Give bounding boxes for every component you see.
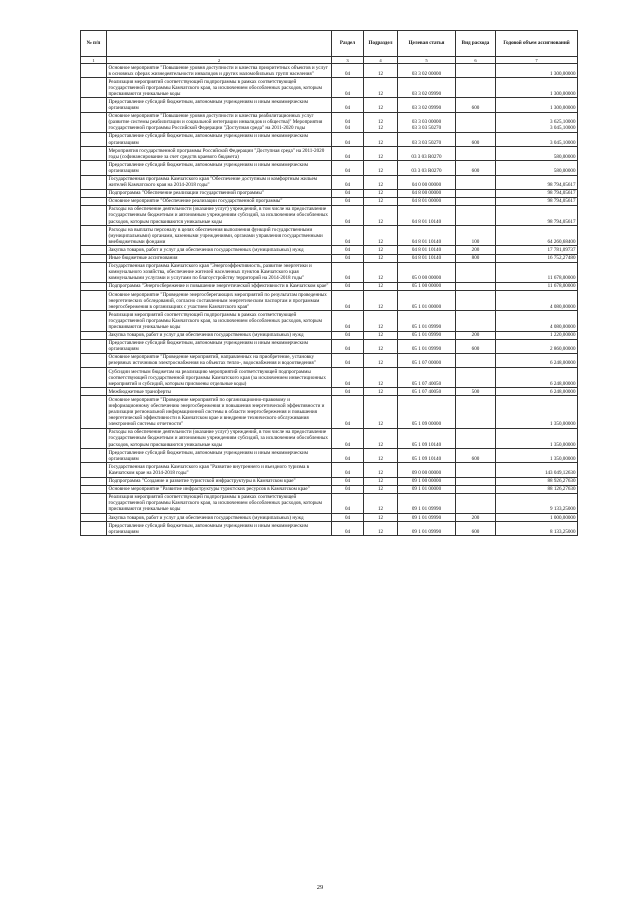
row-razdel: 04	[332, 246, 364, 254]
table-row	[81, 311, 578, 331]
row-sum: 64 260,68400	[496, 226, 578, 246]
row-sum: 17 781,09737	[496, 246, 578, 254]
table-row	[81, 262, 578, 282]
row-name: Подпрограмма "Энергосбережение и повышение энергетической эффективности в Камчатском крае"	[107, 282, 332, 290]
row-razdel: 04	[332, 428, 364, 448]
row-sum: 98 794,05617	[496, 197, 578, 205]
row-vr: 600	[456, 98, 496, 112]
row-podrazdel: 12	[364, 226, 398, 246]
row-name: Реализация мероприятий соответствующей подпрограммы в рамках соответствующей государственной программы Камчатского края, за исключением обособленных расходов, которым присваиваются уникальные коды	[107, 311, 332, 331]
header-name	[107, 31, 332, 57]
table-row	[81, 331, 578, 339]
table-row	[81, 477, 578, 485]
row-podrazdel: 12	[364, 522, 398, 536]
table-row	[81, 189, 578, 197]
table-row	[81, 226, 578, 246]
table-row	[81, 396, 578, 428]
row-vr: 600	[456, 339, 496, 353]
row-razdel: 04	[332, 197, 364, 205]
row-razdel: 04	[332, 262, 364, 282]
header-vr: Вид расхода	[456, 31, 496, 57]
col-index: 4	[364, 57, 398, 64]
row-vr: 800	[456, 254, 496, 262]
row-number	[81, 428, 107, 448]
row-razdel: 04	[332, 485, 364, 493]
row-name: Реализация мероприятий соответствующей подпрограммы в рамках соответствующей государственной программы Камчатского края, за исключением обособленных расходов, которым присваиваются уникальные коды	[107, 493, 332, 513]
row-name: Государственная программа Камчатского края "Развитие внутреннего и въездного туризма в Камчатском крае на 2014-2018 годы"	[107, 463, 332, 477]
row-name: Основное мероприятие "Развитие инфраструктуры туристских ресурсов в Камчатском крае"	[107, 485, 332, 493]
table-row	[81, 353, 578, 367]
row-csr: 05 1 01 09990	[398, 331, 456, 339]
row-podrazdel: 12	[364, 514, 398, 522]
row-csr: 05 1 07 40050	[398, 388, 456, 396]
row-vr	[456, 477, 496, 485]
row-csr: 05 1 09 10140	[398, 449, 456, 463]
row-name: Расходы на обеспечение деятельности (оказание услуг) учреждений, в том числе на предоставление государственным бюджетным и автономным учреждениям субсидий, за исключением обособленных расходов, которым присваиваются уникальные коды	[107, 428, 332, 448]
row-vr: 600	[456, 522, 496, 536]
row-podrazdel: 12	[364, 291, 398, 311]
row-sum: 1 000,00000	[496, 514, 578, 522]
row-razdel: 04	[332, 388, 364, 396]
row-csr: 04 8 00 00000	[398, 189, 456, 197]
row-number	[81, 112, 107, 132]
row-name: Закупка товаров, работ и услуг для обеспечения государственных (муниципальных) нужд	[107, 246, 332, 254]
row-name: Предоставление субсидий бюджетным, автономным учреждениям и иным некоммерческим организациям	[107, 339, 332, 353]
row-razdel: 04	[332, 463, 364, 477]
row-razdel: 04	[332, 449, 364, 463]
row-csr: 03 3 03 R0270	[398, 147, 456, 161]
row-csr: 04 8 01 10140	[398, 254, 456, 262]
row-podrazdel: 12	[364, 353, 398, 367]
table-row	[81, 147, 578, 161]
table-row	[81, 98, 578, 112]
row-name: Предоставление субсидий бюджетным, автономным учреждениям и иным некоммерческим организациям	[107, 161, 332, 175]
table-row	[81, 368, 578, 388]
row-name: Предоставление субсидий бюджетным, автономным учреждениям и иным некоммерческим организациям	[107, 449, 332, 463]
row-sum: 11 678,00000	[496, 282, 578, 290]
row-sum: 88 926,27630	[496, 477, 578, 485]
row-razdel: 04	[332, 477, 364, 485]
row-podrazdel: 12	[364, 78, 398, 98]
row-razdel: 04	[332, 282, 364, 290]
row-vr	[456, 197, 496, 205]
table-row	[81, 175, 578, 189]
row-sum: 16 752,27480	[496, 254, 578, 262]
row-vr	[456, 353, 496, 367]
row-razdel: 04	[332, 226, 364, 246]
row-csr: 03 3 03 R0270	[398, 161, 456, 175]
row-number	[81, 339, 107, 353]
row-sum: 1 350,00000	[496, 428, 578, 448]
row-sum: 8 133,25000	[496, 522, 578, 536]
header-razdel: Раздел	[332, 31, 364, 57]
row-name: Основное мероприятие "Проведение мероприятий, направленных на приобретение, установку резервных источников электроснабжения на объектах тепло-, водоснабжения и водоотведения"	[107, 353, 332, 367]
row-number	[81, 493, 107, 513]
row-podrazdel: 12	[364, 246, 398, 254]
header-num: № п/п	[81, 31, 107, 57]
row-razdel: 04	[332, 368, 364, 388]
row-razdel: 04	[332, 339, 364, 353]
table-row	[81, 339, 578, 353]
row-razdel: 04	[332, 161, 364, 175]
row-vr: 500	[456, 388, 496, 396]
header-sum: Годовой объем ассигнований	[496, 31, 578, 57]
row-podrazdel: 12	[364, 311, 398, 331]
row-sum: 6 248,00000	[496, 353, 578, 367]
budget-table-sheet	[80, 30, 577, 536]
row-number	[81, 189, 107, 197]
row-podrazdel: 12	[364, 161, 398, 175]
row-razdel: 04	[332, 189, 364, 197]
row-number	[81, 522, 107, 536]
column-numbering-row	[81, 57, 578, 64]
row-vr: 200	[456, 246, 496, 254]
col-index: 2	[107, 57, 332, 64]
row-podrazdel: 12	[364, 197, 398, 205]
row-number	[81, 175, 107, 189]
table-row	[81, 388, 578, 396]
row-csr: 04 8 01 10140	[398, 246, 456, 254]
row-csr: 09 1 01 00000	[398, 485, 456, 493]
row-number	[81, 64, 107, 78]
table-row	[81, 485, 578, 493]
row-number	[81, 368, 107, 388]
row-razdel: 04	[332, 175, 364, 189]
row-sum: 1 350,00000	[496, 449, 578, 463]
row-vr	[456, 64, 496, 78]
row-number	[81, 485, 107, 493]
table-row	[81, 64, 578, 78]
row-sum: 1 300,00000	[496, 64, 578, 78]
row-podrazdel: 12 12	[364, 112, 398, 132]
row-number	[81, 205, 107, 225]
row-sum: 98 794,05617	[496, 175, 578, 189]
row-razdel: 04	[332, 147, 364, 161]
row-name: Основное мероприятие "Повышение уровня доступности и качества приоритетных объектов и услуг в основных сферах жизнедеятельности инвалидов и других маломобильных групп населения"	[107, 64, 332, 78]
row-name: Предоставление субсидий бюджетным, автономным учреждениям и иным некоммерческим организациям	[107, 132, 332, 146]
row-number	[81, 262, 107, 282]
row-podrazdel: 12	[364, 175, 398, 189]
row-vr	[456, 205, 496, 225]
row-csr: 04 8 01 10140	[398, 205, 456, 225]
row-csr: 05 1 07 40050	[398, 368, 456, 388]
budget-table	[80, 30, 578, 536]
row-name: Основное мероприятие "Повышение уровня доступности и качества реабилитационных услуг (развитие системы реабилитации и социальной интеграции инвалидов и общества)" Мероприятия государственной программы Российской Федерации "Доступная среда" на 2011-2020 годы	[107, 112, 332, 132]
row-sum: 1 300,00000	[496, 98, 578, 112]
row-name: Основное мероприятие "Проведение мероприятий по организационно-правовому и информационному обеспечению энергосбережения и повышения энергетической эффективности и реализации региональной информационной системы в области энергосбережения и повышения энергетической эффективности в Камчатском крае и внедрение технического обслуживания электронной системы отчетности"	[107, 396, 332, 428]
row-csr: 05 1 09 10140	[398, 428, 456, 448]
row-name: Предоставление субсидий бюджетным, автономным учреждениям и иным некоммерческим организациям	[107, 98, 332, 112]
row-csr: 05 0 00 00000	[398, 262, 456, 282]
table-row	[81, 78, 578, 98]
row-vr	[456, 78, 496, 98]
row-podrazdel: 12	[364, 477, 398, 485]
row-sum: 1 220,00000	[496, 331, 578, 339]
row-vr: 600	[456, 161, 496, 175]
table-row	[81, 197, 578, 205]
row-name: Реализация мероприятий соответствующей подпрограммы в рамках соответствующей государственной программы Камчатского края, за исключением обособленных расходов, которым присваиваются уникальные коды	[107, 78, 332, 98]
row-number	[81, 197, 107, 205]
row-name: Субсидии местным бюджетам на реализацию мероприятий соответствующей подпрограммы соответствующей государственной программы Камчатского края (за исключением инвестиционных мероприятий и субсидий, которым присвоены отдельные коды)	[107, 368, 332, 388]
row-podrazdel: 12	[364, 189, 398, 197]
row-razdel: 04	[332, 522, 364, 536]
row-csr: 09 1 01 09990	[398, 522, 456, 536]
table-row	[81, 132, 578, 146]
row-vr	[456, 493, 496, 513]
row-number	[81, 311, 107, 331]
row-sum: 1 350,00000	[496, 396, 578, 428]
table-row	[81, 522, 578, 536]
row-razdel: 04	[332, 331, 364, 339]
row-csr: 03 3 02 09990	[398, 78, 456, 98]
row-vr	[456, 282, 496, 290]
row-csr: 04 8 01 00000	[398, 197, 456, 205]
row-csr: 03 3 03 00000 03 3 03 50270	[398, 112, 456, 132]
row-sum: 4 080,00000	[496, 311, 578, 331]
row-razdel: 04	[332, 78, 364, 98]
row-podrazdel: 12	[364, 262, 398, 282]
row-name: Подпрограмма "Создание и развитие туристской инфраструктуры в Камчатском крае"	[107, 477, 332, 485]
row-podrazdel: 12	[364, 254, 398, 262]
table-row	[81, 246, 578, 254]
row-csr: 09 1 01 09990	[398, 493, 456, 513]
table-row	[81, 282, 578, 290]
row-razdel: 04	[332, 64, 364, 78]
table-row	[81, 161, 578, 175]
table-row	[81, 291, 578, 311]
row-vr: 200	[456, 331, 496, 339]
row-csr: 09 1 01 09990	[398, 514, 456, 522]
row-podrazdel: 12	[364, 388, 398, 396]
row-name: Закупка товаров, работ и услуг для обеспечения государственных (муниципальных) нужд	[107, 331, 332, 339]
row-sum: 6 248,00000	[496, 388, 578, 396]
row-podrazdel: 12	[364, 339, 398, 353]
row-number	[81, 226, 107, 246]
row-vr	[456, 175, 496, 189]
row-sum: 98 794,05617	[496, 205, 578, 225]
row-name: Основное мероприятие "Проведение энергосберегающих мероприятий по результатам проведенных энергетических обследований, согласно составленным энергетическим паспортам и программам энергосбережения в организациях с участием Камчатского края"	[107, 291, 332, 311]
row-number	[81, 78, 107, 98]
row-csr: 03 3 03 50270	[398, 132, 456, 146]
row-name: Мероприятия государственной программы Российской Федерации "Доступная среда" на 2011-2020 годы (софинансирование за счет средств краевого бюджета)	[107, 147, 332, 161]
row-csr: 09 0 00 00000	[398, 463, 456, 477]
row-podrazdel: 12	[364, 463, 398, 477]
header-podrazdel: Подраздел	[364, 31, 398, 57]
row-podrazdel: 12	[364, 493, 398, 513]
row-name: Основное мероприятие "Обеспечение реализации государственной программы"	[107, 197, 332, 205]
row-csr: 05 1 00 00000	[398, 282, 456, 290]
row-razdel: 04	[332, 514, 364, 522]
row-name: Подпрограмма "Обеспечение реализации государственной программы"	[107, 189, 332, 197]
row-sum: 1 300,00000	[496, 78, 578, 98]
row-razdel: 04 04	[332, 112, 364, 132]
row-razdel: 04	[332, 353, 364, 367]
row-vr: 100	[456, 226, 496, 246]
row-name: Расходы на выплаты персоналу в целях обеспечения выполнения функций государственными (муниципальными) органами, казенными учреждениями, органами управления государственными внебюджетными фондами	[107, 226, 332, 246]
row-csr: 05 1 01 09990	[398, 339, 456, 353]
row-sum: 2 860,00000	[496, 339, 578, 353]
row-podrazdel: 12	[364, 147, 398, 161]
table-row	[81, 428, 578, 448]
row-sum: 9 133,25000	[496, 493, 578, 513]
table-row	[81, 254, 578, 262]
row-vr	[456, 112, 496, 132]
col-index: 5	[398, 57, 456, 64]
row-sum: 3 625,10000 3 045,10000	[496, 112, 578, 132]
row-sum: 4 080,00000	[496, 291, 578, 311]
row-number	[81, 254, 107, 262]
table-row	[81, 449, 578, 463]
row-csr: 05 1 09 00000	[398, 396, 456, 428]
row-name: Иные бюджетные ассигнования	[107, 254, 332, 262]
col-index: 3	[332, 57, 364, 64]
row-vr	[456, 189, 496, 197]
page-number: 29	[316, 884, 324, 891]
table-row	[81, 493, 578, 513]
row-podrazdel: 12	[364, 282, 398, 290]
row-sum: 88 126,27630	[496, 485, 578, 493]
row-csr: 05 1 01 00000	[398, 291, 456, 311]
row-podrazdel: 12	[364, 396, 398, 428]
row-sum: 3 045,10000	[496, 132, 578, 146]
row-number	[81, 396, 107, 428]
row-name: Предоставление субсидий бюджетным, автономным учреждениям и иным некоммерческим организациям	[107, 522, 332, 536]
row-number	[81, 331, 107, 339]
row-csr: 03 3 02 00000	[398, 64, 456, 78]
row-sum: 580,00000	[496, 161, 578, 175]
row-number	[81, 291, 107, 311]
row-sum: 6 248,00000	[496, 368, 578, 388]
row-vr	[456, 463, 496, 477]
row-csr: 03 3 02 09990	[398, 98, 456, 112]
row-name: Расходы на обеспечение деятельности (оказание услуг) учреждений, в том числе на предоставление государственным бюджетным и автономным учреждениям субсидий, за исключением обособленных расходов, которым присваиваются уникальные коды	[107, 205, 332, 225]
row-name: Государственная программа Камчатского края "Обеспечение доступным и комфортным жильем жителей Камчатского края на 2014-2018 годы"	[107, 175, 332, 189]
row-csr: 05 1 07 00000	[398, 353, 456, 367]
row-razdel: 04	[332, 493, 364, 513]
row-number	[81, 132, 107, 146]
row-razdel: 04	[332, 254, 364, 262]
row-podrazdel: 12	[364, 428, 398, 448]
row-vr	[456, 311, 496, 331]
row-sum: 98 794,05617	[496, 189, 578, 197]
row-razdel: 04	[332, 205, 364, 225]
row-number	[81, 246, 107, 254]
row-number	[81, 147, 107, 161]
row-name: Государственная программа Камчатского края "Энергоэффективность, развитие энергетики и коммунального хозяйства, обеспечение жителей населенных пунктов Камчатского края коммунальными услугами и услугами по благоустройству территорий на 2014-2018 годы"	[107, 262, 332, 282]
col-index: 1	[81, 57, 107, 64]
row-number	[81, 463, 107, 477]
row-vr	[456, 368, 496, 388]
row-number	[81, 514, 107, 522]
row-podrazdel: 12	[364, 98, 398, 112]
row-number	[81, 477, 107, 485]
table-body	[81, 64, 578, 536]
row-number	[81, 353, 107, 367]
row-sum: 580,00000	[496, 147, 578, 161]
row-number	[81, 161, 107, 175]
row-number	[81, 282, 107, 290]
row-csr: 09 1 00 00000	[398, 477, 456, 485]
row-podrazdel: 12	[364, 485, 398, 493]
row-csr: 05 1 01 09990	[398, 311, 456, 331]
row-podrazdel: 12	[364, 449, 398, 463]
row-vr	[456, 262, 496, 282]
row-name: Закупка товаров, работ и услуг для обеспечения государственных (муниципальных) нужд	[107, 514, 332, 522]
col-index: 6	[456, 57, 496, 64]
row-podrazdel: 12	[364, 132, 398, 146]
row-csr: 04 8 01 10140	[398, 226, 456, 246]
row-razdel: 04	[332, 396, 364, 428]
table-row	[81, 463, 578, 477]
row-razdel: 04	[332, 132, 364, 146]
row-vr	[456, 147, 496, 161]
row-name: Межбюджетные трансферты	[107, 388, 332, 396]
row-vr: 600	[456, 132, 496, 146]
table-row	[81, 205, 578, 225]
row-sum: 143 049,12630	[496, 463, 578, 477]
row-number	[81, 98, 107, 112]
row-vr: 200	[456, 514, 496, 522]
row-sum: 11 678,00000	[496, 262, 578, 282]
row-razdel: 04	[332, 291, 364, 311]
row-vr	[456, 291, 496, 311]
row-vr	[456, 428, 496, 448]
col-index: 7	[496, 57, 578, 64]
row-podrazdel: 12	[364, 331, 398, 339]
row-number	[81, 449, 107, 463]
table-row	[81, 514, 578, 522]
row-vr	[456, 485, 496, 493]
header-csr: Целевая статья	[398, 31, 456, 57]
row-razdel: 04	[332, 98, 364, 112]
header-row	[81, 31, 578, 57]
row-podrazdel: 12	[364, 368, 398, 388]
row-razdel: 04	[332, 311, 364, 331]
row-vr	[456, 396, 496, 428]
table-row	[81, 112, 578, 132]
row-number	[81, 388, 107, 396]
row-vr: 600	[456, 449, 496, 463]
row-podrazdel: 12	[364, 205, 398, 225]
row-csr: 04 0 00 00000	[398, 175, 456, 189]
row-podrazdel: 12	[364, 64, 398, 78]
